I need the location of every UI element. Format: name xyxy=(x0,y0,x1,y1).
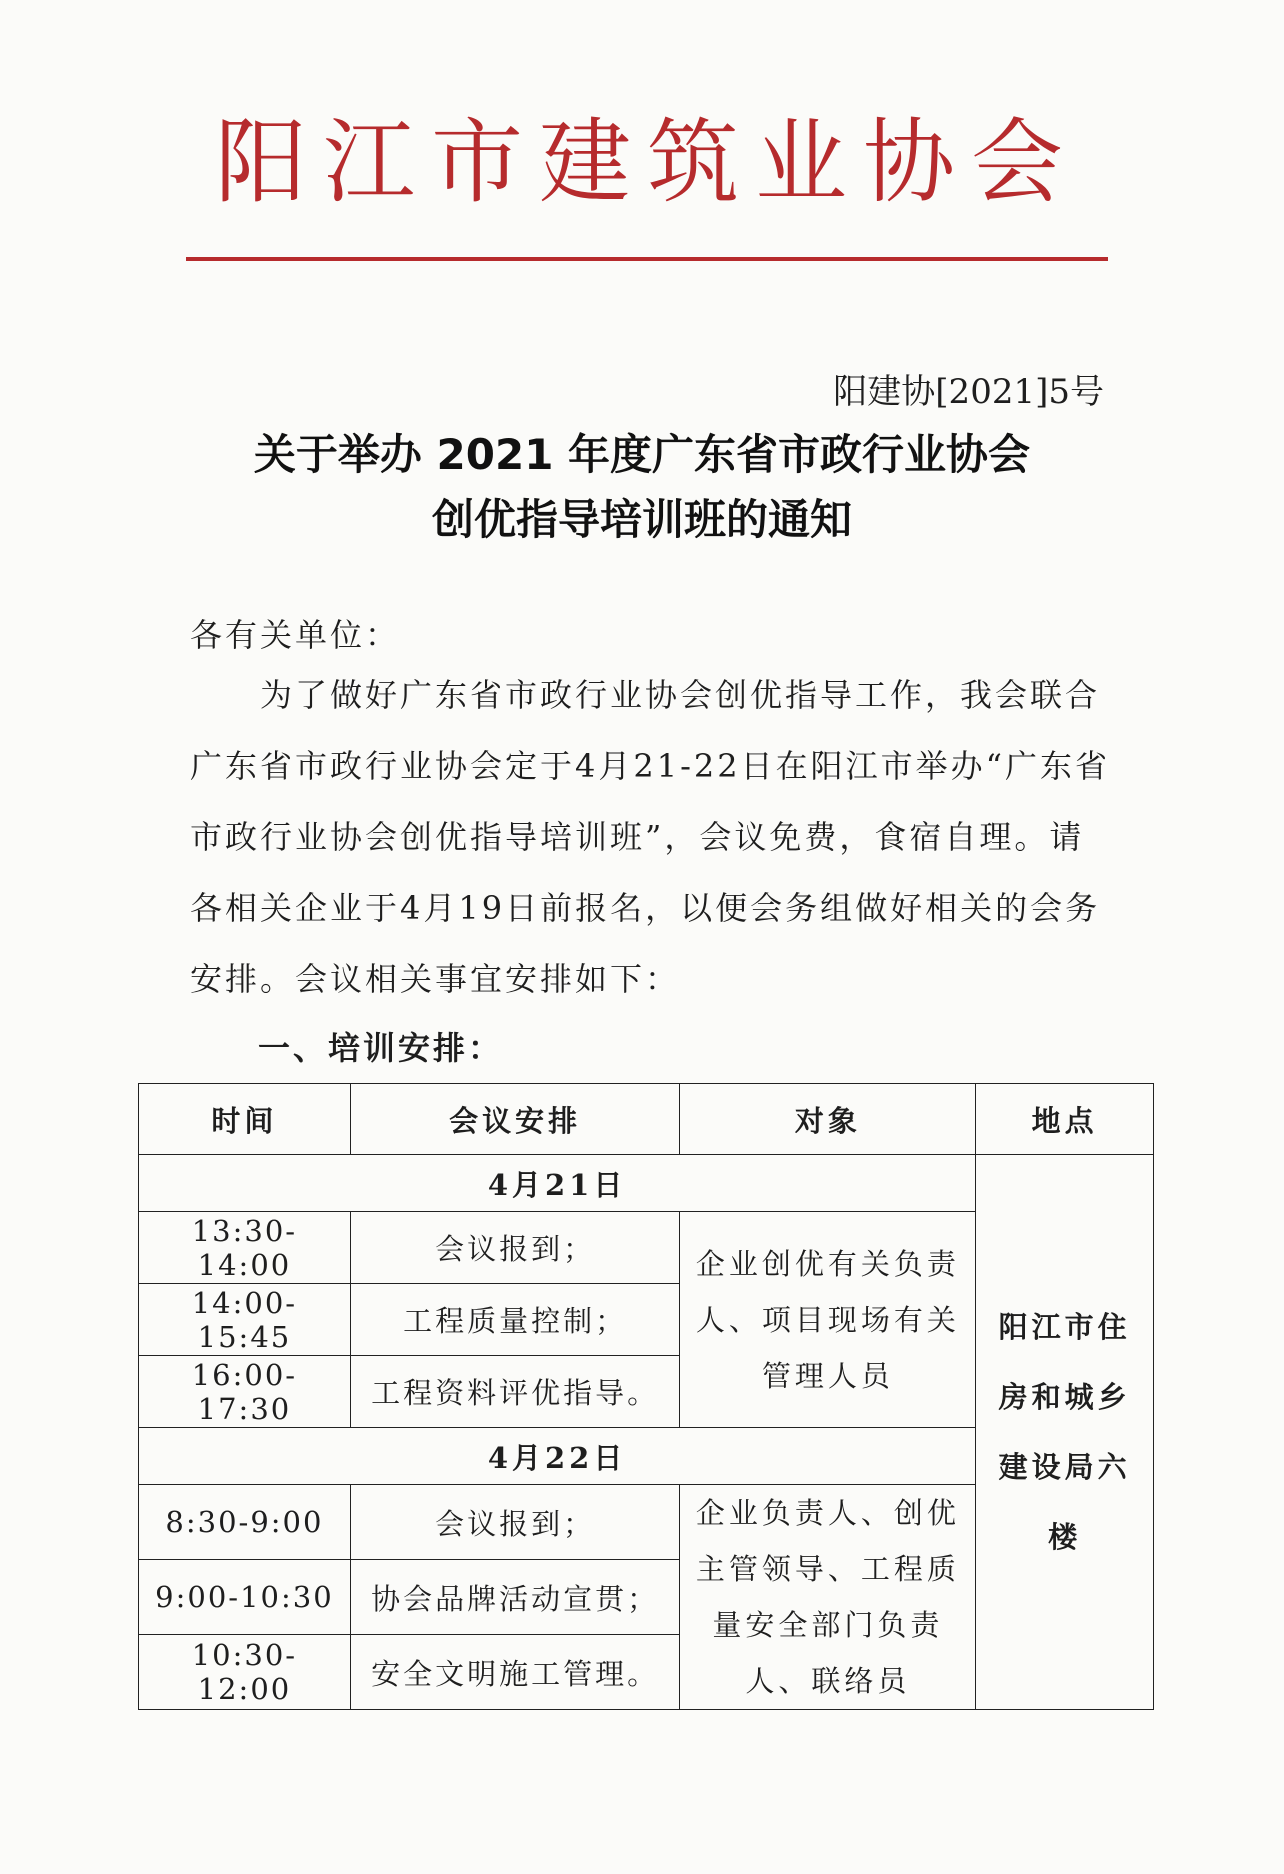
notice-title-line-2: 创优指导培训班的通知 xyxy=(431,495,852,544)
date-cell: 4月22日 xyxy=(139,1428,976,1485)
body-paragraph: 为了做好广东省市政行业协会创优指导工作，我会联合广东省市政行业协会定于4月21-22日在阳江市举办“广东省市政行业协会创优指导培训班”，会议免费，食宿自理。请各相关企业于4月19日前报名，以便会务组做好相关的会务安排。会议相关事宜安排如下： xyxy=(190,676,1110,998)
agenda-cell: 会议报到； xyxy=(350,1212,680,1284)
date-cell: 4月21日 xyxy=(139,1155,976,1212)
header-agenda: 会议安排 xyxy=(350,1084,680,1155)
header-target: 对象 xyxy=(680,1084,976,1155)
date-row xyxy=(139,1155,1154,1212)
venue-cell: 阳江市住房和城乡建设局六楼 xyxy=(976,1155,1154,1710)
time-cell: 13:30-14:00 xyxy=(139,1212,351,1284)
header-place: 地点 xyxy=(976,1084,1154,1155)
time-cell: 10:30-12:00 xyxy=(139,1635,351,1710)
training-schedule-table xyxy=(138,1083,1154,1710)
agenda-cell: 安全文明施工管理。 xyxy=(350,1635,680,1710)
target-cell: 企业负责人、创优主管领导、工程质量安全部门负责人、联络员 xyxy=(680,1485,976,1710)
time-cell: 16:00-17:30 xyxy=(139,1356,351,1428)
document-number: 阳建协[2021]5号 xyxy=(833,372,1104,412)
agenda-cell: 协会品牌活动宣贯； xyxy=(350,1560,680,1635)
letterhead-divider xyxy=(186,257,1108,261)
agenda-cell: 会议报到； xyxy=(350,1485,680,1560)
time-cell: 9:00-10:30 xyxy=(139,1560,351,1635)
letterhead-title: 阳江市建筑业协会 xyxy=(214,109,1079,216)
notice-title-line-1: 关于举办 2021 年度广东省市政行业协会 xyxy=(253,430,1031,479)
agenda-cell: 工程资料评优指导。 xyxy=(350,1356,680,1428)
section-heading-training: 一、培训安排： xyxy=(258,1029,504,1067)
salutation: 各有关单位： xyxy=(190,616,401,654)
header-time: 时间 xyxy=(139,1084,351,1155)
time-cell: 14:00-15:45 xyxy=(139,1284,351,1356)
agenda-cell: 工程质量控制； xyxy=(350,1284,680,1356)
target-cell: 企业创优有关负责人、项目现场有关管理人员 xyxy=(680,1212,976,1428)
table-header-row xyxy=(139,1084,1154,1155)
time-cell: 8:30-9:00 xyxy=(139,1485,351,1560)
